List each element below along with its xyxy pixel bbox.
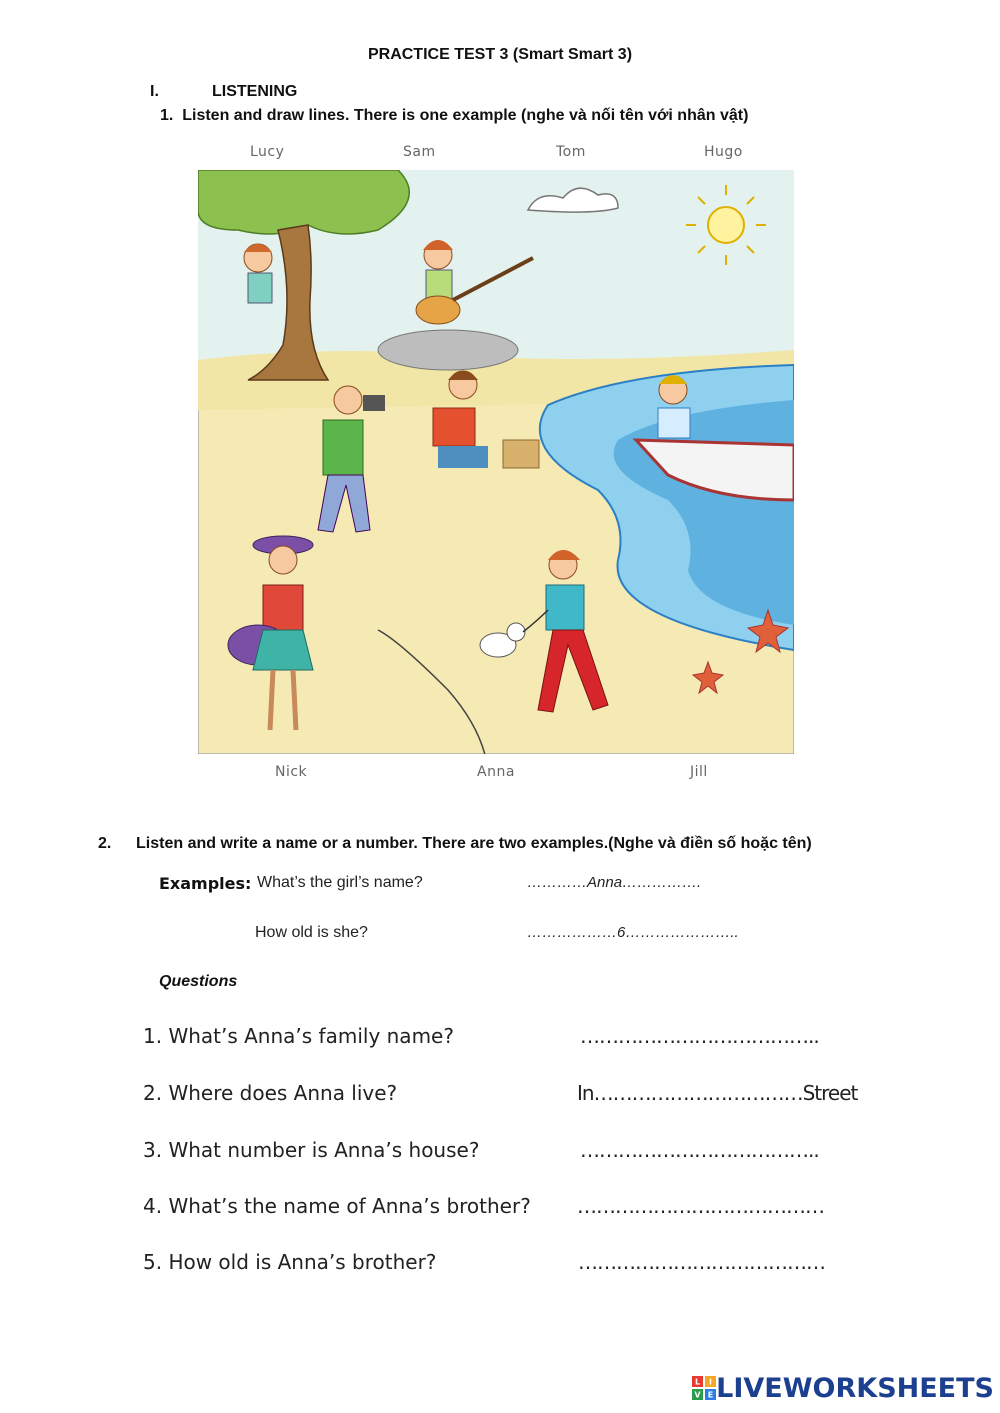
answer-field-3[interactable]: ……………………………….. <box>580 1138 819 1162</box>
question-1: 1. What’s Anna’s family name? <box>143 1024 454 1048</box>
answer-field-4[interactable]: ………………………………… <box>577 1194 824 1218</box>
question-2: 2. Where does Anna live? <box>143 1081 398 1105</box>
brand-name: LIVEWORKSHEETS <box>716 1372 994 1404</box>
example-answer-2-dots-pre: ……………… <box>527 924 617 941</box>
answer-field-1[interactable]: ……………………………….. <box>580 1024 819 1048</box>
logo-mark-icon <box>692 1376 716 1400</box>
example-answer-1-dots-pre: ………… <box>527 874 587 891</box>
name-label-tom[interactable]: Tom <box>556 144 586 160</box>
question-5: 5. How old is Anna’s brother? <box>143 1250 437 1274</box>
example-answer-1-dots-post: ……………. <box>622 874 702 891</box>
section-listening <box>150 83 297 101</box>
logo-letter-e: E <box>707 1390 714 1400</box>
logo-letter-l: L <box>695 1377 701 1387</box>
examples-label: Examples: <box>159 874 252 893</box>
section-heading: LISTENING <box>212 83 298 100</box>
section-numeral: I. <box>150 83 159 100</box>
beach-scene-illustration <box>198 170 794 754</box>
questions-label: Questions <box>159 973 238 990</box>
name-label-nick[interactable]: Nick <box>275 764 308 780</box>
task1-number: 1. <box>160 107 174 124</box>
name-label-sam[interactable]: Sam <box>403 144 436 160</box>
example-answer-1-value: Anna <box>587 874 623 891</box>
logo-letter-i: I <box>709 1377 713 1387</box>
name-label-lucy[interactable]: Lucy <box>250 144 285 160</box>
task1-text: Listen and draw lines. There is one example (nghe và nối tên với nhân vật) <box>182 107 749 124</box>
answer-field-2[interactable]: In……………………………Street <box>577 1081 858 1105</box>
question-4: 4. What’s the name of Anna’s brother? <box>143 1194 531 1218</box>
liveworksheets-logo <box>692 1371 994 1405</box>
task1-instruction <box>160 107 748 125</box>
example-question-2: How old is she? <box>255 924 368 941</box>
page-title: PRACTICE TEST 3 (Smart Smart 3) <box>367 46 633 63</box>
task2-instruction <box>98 835 812 853</box>
name-label-hugo[interactable]: Hugo <box>704 144 743 160</box>
example-answer-2 <box>527 924 739 941</box>
logo-letter-v: V <box>694 1390 701 1400</box>
question-3: 3. What number is Anna’s house? <box>143 1138 480 1162</box>
example-question-1: What’s the girl’s name? <box>257 874 423 891</box>
name-label-anna[interactable]: Anna <box>477 764 515 780</box>
task2-number: 2. <box>98 835 112 852</box>
answer-field-5[interactable]: ………………………………… <box>578 1250 825 1274</box>
name-label-jill[interactable]: Jill <box>690 764 708 780</box>
example-answer-2-value: 6 <box>617 924 626 941</box>
example-answer-2-dots-post: ………………….. <box>625 924 739 941</box>
example-answer-1 <box>527 874 701 891</box>
task2-text: Listen and write a name or a number. There are two examples.(Nghe và điền số hoặc tên) <box>136 835 812 852</box>
